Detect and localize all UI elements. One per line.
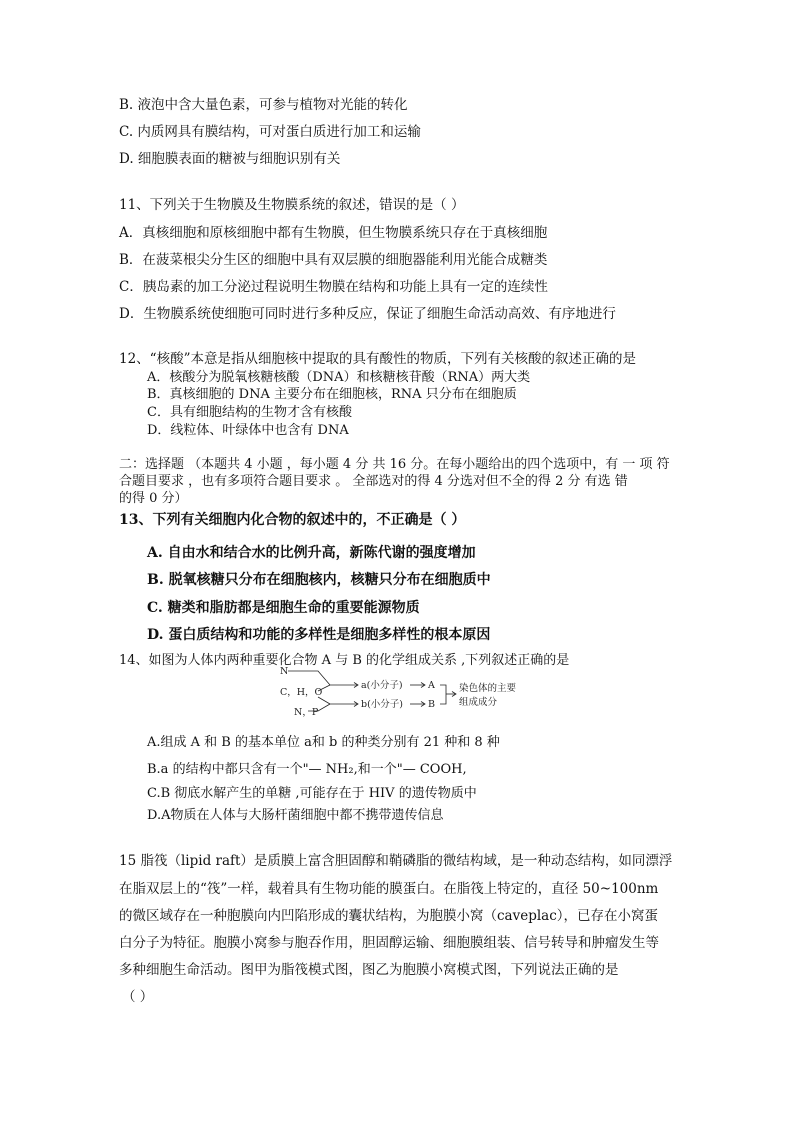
q13-stem: 13、下列有关细胞内化合物的叙述中的，不正确是（ ） [119,512,466,528]
q15-line4: 白分子为特征。胞膜小窝参与胞吞作用，胆固醇运输、细胞膜组装、信号转导和肿瘤发生等 [119,935,659,951]
q11-option-a: A．真核细胞和原核细胞中都有生物膜，但生物膜系统只存在于真核细胞 [119,225,548,241]
q10-option-b: B. 液泡中含大量色素，可参与植物对光能的转化 [119,97,408,113]
q11-option-b: B．在菠菜根尖分生区的细胞中具有双层膜的细胞器能利用光能合成糖类 [119,252,548,268]
diagram-compound-a: A [428,680,435,691]
q12-option-a: A．核酸分为脱氧核糖核酸（DNA）和核糖核苷酸（RNA）两大类 [147,370,531,385]
diagram-elements: C，H，O [280,687,323,698]
diagram-compound-b: B [428,699,435,710]
diagram-brace [440,685,446,704]
q13-option-b: B. 脱氧核糖只分布在细胞核内，核糖只分布在细胞质中 [147,572,491,588]
q13-option-a: A. 自由水和结合水的比例升高，新陈代谢的强度增加 [147,545,476,561]
q15-line1: 15 脂筏（lipid raft）是质膜上富含胆固醇和鞘磷脂的微结构域，是一种动态结构，如同漂浮 [119,853,673,869]
diagram-np: N，P [294,707,319,718]
compound-diagram [270,664,540,722]
diagram-connector-mid-bottom [318,697,330,704]
q14-option-d: D.A物质在人体与大肠杆菌细胞中都不携带遗传信息 [147,808,444,823]
q12-option-c: C．具有细胞结构的生物才含有核酸 [147,405,352,420]
q15-line6: （ ） [122,989,154,1005]
q14-option-c: C.B 彻底水解产生的单糖 ,可能存在于 HIV 的遗传物质中 [147,786,477,801]
q10-option-c: C. 内质网具有膜结构，可对蛋白质进行加工和运输 [119,124,421,140]
q11-option-d: D．生物膜系统使细胞可同时进行多种反应，保证了细胞生命活动高效、有序地进行 [119,306,616,322]
q12-option-b: B．真核细胞的 DNA 主要分布在细胞核，RNA 只分布在细胞质 [147,387,517,402]
diagram-connector-top [288,671,330,685]
q14-option-b: B.a 的结构中都只含有一个"— NH₂,和一个"— COOH, [147,762,467,777]
q11-option-c: C．胰岛素的加工分泌过程说明生物膜在结构和功能上具有一定的连续性 [119,279,548,295]
diagram-a-label: a(小分子) [361,680,403,691]
diagram-b-label: b(小分子) [361,699,403,710]
diagram-note-line2: 组成成分 [459,697,498,708]
section2-instruction-line3: 的得 0 分） [119,491,188,506]
diagram-note-line1: 染色体的主要 [459,683,517,694]
q14-stem: 14、如图为人体内两种重要化合物 A 与 B 的化学组成关系 ,下列叙述正确的是 [119,653,570,668]
section2-instruction-line1: 二：选择题 （本题共 4 小题 ，每小题 4 分 共 16 分。在每小题给出的四个选项中，有 一 项 符 [119,457,670,472]
q12-stem: 12、“核酸”本意是指从细胞核中提取的具有酸性的物质，下列有关核酸的叙述正确的是 [119,351,636,367]
q10-option-d: D. 细胞膜表面的糖被与细胞识别有关 [119,151,341,167]
q15-line2: 在脂双层上的“筏”一样，载着具有生物功能的膜蛋白。在脂筏上特定的，直径 50~100nm [119,881,659,897]
q12-option-d: D．线粒体、叶绿体中也含有 DNA [147,423,349,438]
q11-stem: 11、下列关于生物膜及生物膜系统的叙述，错误的是（ ） [119,197,465,213]
q13-option-d: D. 蛋白质结构和功能的多样性是细胞多样性的根本原因 [147,627,491,643]
q14-option-a: A.组成 A 和 B 的基本单位 a和 b 的种类分别有 21 种和 8 种 [147,735,500,750]
section2-instruction-line2: 合题目要求 ，也有多项符合题目要求 。 全部选对的得 4 分选对但不全的得 2 分 有选 错 [119,474,628,489]
q13-option-c: C. 糖类和脂肪都是细胞生命的重要能源物质 [147,600,420,616]
diagram-n-top: N [280,666,289,677]
q15-line3: 的微区域存在一种胞膜向内凹陷形成的囊状结构，为胞膜小窝（caveplac），已存在小窝蛋 [119,908,659,924]
q15-line5: 多种细胞生命活动。图甲为脂筏模式图，图乙为胞膜小窝模式图，下列说法正确的是 [119,962,619,978]
